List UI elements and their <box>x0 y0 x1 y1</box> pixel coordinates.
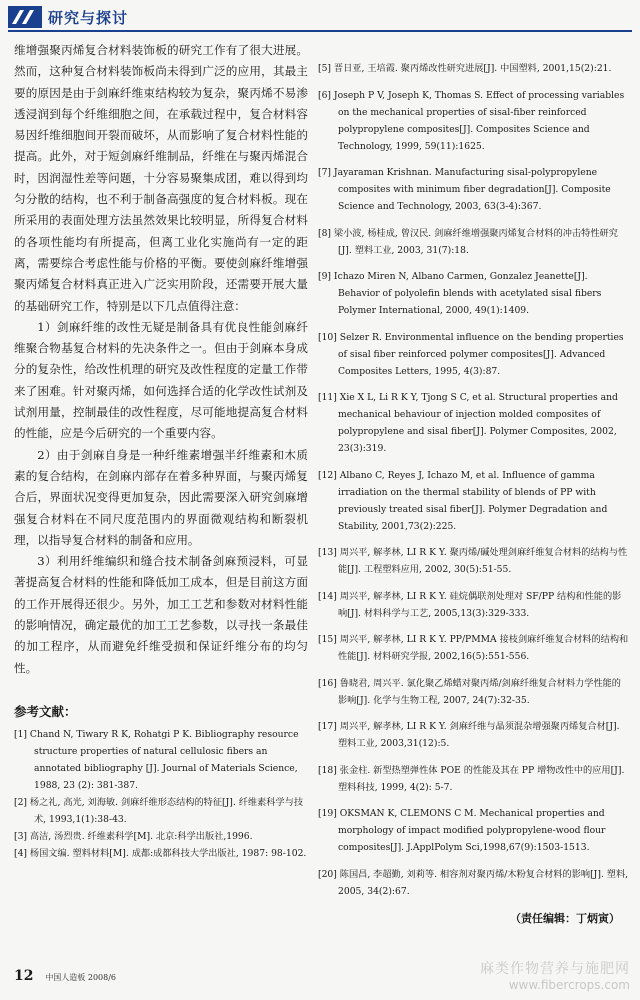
page-header <box>0 0 640 34</box>
reference-item: [20] 陈国昌, 李超勤, 刘莉等. 相容剂对聚丙烯/木粉复合材料的影响[J]. 塑料, 2005, 34(2):67. <box>318 868 629 897</box>
reference-item: [12] Albano C, Reyes J, Ichazo M, et al. Influence of gamma irradiation on the thermal stability of blends of PP with previously treated sisal fiber[J]. Polymer Degradation and Stability, 2001,73(2):225. <box>318 469 608 532</box>
reference-item: [11] Xie X L, Li R K Y, Tjong S C, et al. Structural properties and mechanical behaviour of injection molded composites of polypropylene and sisal fiber[J]. Polymer Composites, 2002, 23(3):319. <box>318 392 618 454</box>
journal-logo-icon <box>8 6 42 28</box>
watermark <box>480 958 630 992</box>
reference-item: [5] 晋日亚, 王培霞. 聚丙烯改性研究进展[J]. 中国塑料, 2001,15(2):21. <box>318 63 612 74</box>
reference-item: [19] OKSMAN K, CLEMONS C M. Mechanical properties and morphology of impact modified polypropylene-wood flour composites[J]. J.ApplPolym Sci,1998,67(9):1503-1513. <box>318 808 606 853</box>
body-paragraph: 3）利用纤维编织和缝合技术制备剑麻预浸料，可显著提高复合材料的性能和降低加工成本，但是目前这方面的工作开展得还很少。另外，加工工艺和参数对材料性能的影响情况，确定最优的加工工艺参数，以寻找一条最佳的加工程序，从而避免纤维受损和保证纤维分布的均匀性。 <box>14 554 308 675</box>
watermark-url: www.fibercrops.com <box>508 978 630 992</box>
reference-item: [7] Jayaraman Krishnan. Manufacturing sisal-polypropylene composites with minimum fiber degradation[J]. Composite Science and Technology, 2003, 63(3-4):367. <box>318 167 611 212</box>
reference-item: [3] 高洁, 汤烈贵. 纤维素科学[M]. 北京:科学出版社,1996. <box>14 831 253 843</box>
reference-item: [15] 周兴平, 解孝林, LI R K Y. PP/PMMA 接枝剑麻纤维复合材料的结构和性能[J]. 材料研究学报, 2002,16(5):551-556. <box>318 634 629 662</box>
reference-item: [6] Joseph P V, Joseph K, Thomas S. Effect of processing variables on the mechanical properties of sisal-fiber reinforced polypropylene composites[J]. Composites Science and Technology, 1999, 59(11):1625. <box>318 89 625 152</box>
reference-item: [1] Chand N, Tiwary R K, Rohatgi P K. Bibliography resource structure properties of natural cellulosic fibers an annotated bibliography [J]. Journal of Materials Science, 1988, 23 (2): 381-387. <box>14 729 299 792</box>
reference-item: [18] 张金柱. 新型热塑弹性体 POE 的性能及其在 PP 增物改性中的应用[J]. 塑料科技, 1999, 4(2): 5-7. <box>318 764 625 793</box>
body-paragraph: 维增强聚丙烯复合材料装饰板的研究工作有了很大进展。然而，这种复合材料装饰板尚未得到广泛的应用，其最主要的原因是由于剑麻纤维束结构较为复杂，聚丙烯不易渗透浸润到每个纤维细胞之间，在承载过程中，复合材料容易因纤维细胞间开裂而破坏，从而影响了复合材料性能的提高。此外，对于短剑麻纤维制品，纤维在与聚丙烯混合时，因润湿性差等问题，十分容易聚集成团，难以得到均匀分散的结构，也不利于制备高强度的复合材料板。现在所采用的表面处理方法虽然效果比较明显，所得复合材料的各项性能均有所提高，但离工业化实施尚有一定的距离，需要综合考虑性能与价格的平衡。要使剑麻纤维增强聚丙烯复合材料真正进入广泛实用阶段，还需要开展大量的基础研究工作，特别是以下几点值得注意： <box>14 43 308 313</box>
header-rule <box>8 30 632 32</box>
reference-item: [9] Ichazo Miren N, Albano Carmen, Gonzalez Jeanette[J]. Behavior of polyolefin blends with acetylated sisal fibers Polymer International, 2000, 49(1):1409. <box>318 271 602 316</box>
watermark-site-name: 麻类作物营养与施肥网 <box>480 961 630 977</box>
reference-item: [17] 周兴平, 解孝林, LI R K Y. 剑麻纤维与晶须混杂增强聚丙烯复合材[J]. 塑料工业, 2003,31(12):5. <box>318 721 620 749</box>
body-paragraph: 2）由于剑麻自身是一种纤维素增强半纤维素和木质素的复合结构，在剑麻内部存在着多种界面，与聚丙烯复合后，界面状况变得更加复杂，因此需要深入研究剑麻增强复合材料在不同尺度范围内的界面微观结构和断裂机理，以指导复合材料的制备和应用。 <box>14 447 308 547</box>
reference-item: [2] 杨之礼, 高光, 刘海敏. 剑麻纤维形态结构的特征[J]. 纤维素科学与技术, 1993,1(1):38-43. <box>14 797 304 826</box>
reference-item: [4] 杨国文编. 塑料材料[M]. 成都:成都科技大学出版社, 1987: 98-102. <box>14 848 307 860</box>
page-number: 12 <box>14 968 34 984</box>
magazine-name: 中国人造板 2008/6 <box>45 973 116 982</box>
references-heading: 参考文献： <box>14 703 77 719</box>
reference-item: [13] 周兴平, 解孝林, LI R K Y. 聚丙烯/碱处理剑麻纤维复合材料的结构与性能[J]. 工程塑料应用, 2002, 30(5):51-55. <box>318 547 628 575</box>
reference-item: [8] 梁小波, 杨桂成, 曾汉民. 剑麻纤维增强聚丙烯复合材料的冲击特性研究[J]. 塑料工业, 2003, 31(7):18. <box>318 227 618 256</box>
section-title: 研究与探讨 <box>48 9 129 27</box>
left-column <box>14 40 308 862</box>
reference-item: [16] 鲁晓君, 周兴平. 氯化聚乙烯蜡对聚丙烯/剑麻纤维复合材料力学性能的影响[J]. 化学与生物工程, 2007, 24(7):32-35. <box>318 677 621 706</box>
editor-credit: （责任编辑：丁炳寅） <box>510 911 620 925</box>
body-paragraph: 1）剑麻纤维的改性无疑是制备具有优良性能剑麻纤维聚合物基复合材料的先决条件之一。但由于剑麻本身成分的复杂性，给改性机理的研究及改性程度的定量工作带来了困难。针对聚丙烯，如何选择合适的化学改性试剂及试剂用量，控制最佳的改性程度，尽可能地提高复合材料的性能，应是今后研究的一个重要内容。 <box>14 319 308 441</box>
reference-item: [14] 周兴平, 解孝林, LI R K Y. 硅烷偶联剂处理对 SF/PP 结构和性能的影响[J]. 材料科学与工艺, 2005,13(3):329-333. <box>318 590 622 619</box>
right-column <box>318 60 630 926</box>
reference-item: [10] Selzer R. Environmental influence on the bending properties of sisal fiber reinforced polymer composites[J]. Advanced Composites Letters, 1995, 4(3):87. <box>318 331 624 377</box>
page-footer <box>14 968 116 984</box>
